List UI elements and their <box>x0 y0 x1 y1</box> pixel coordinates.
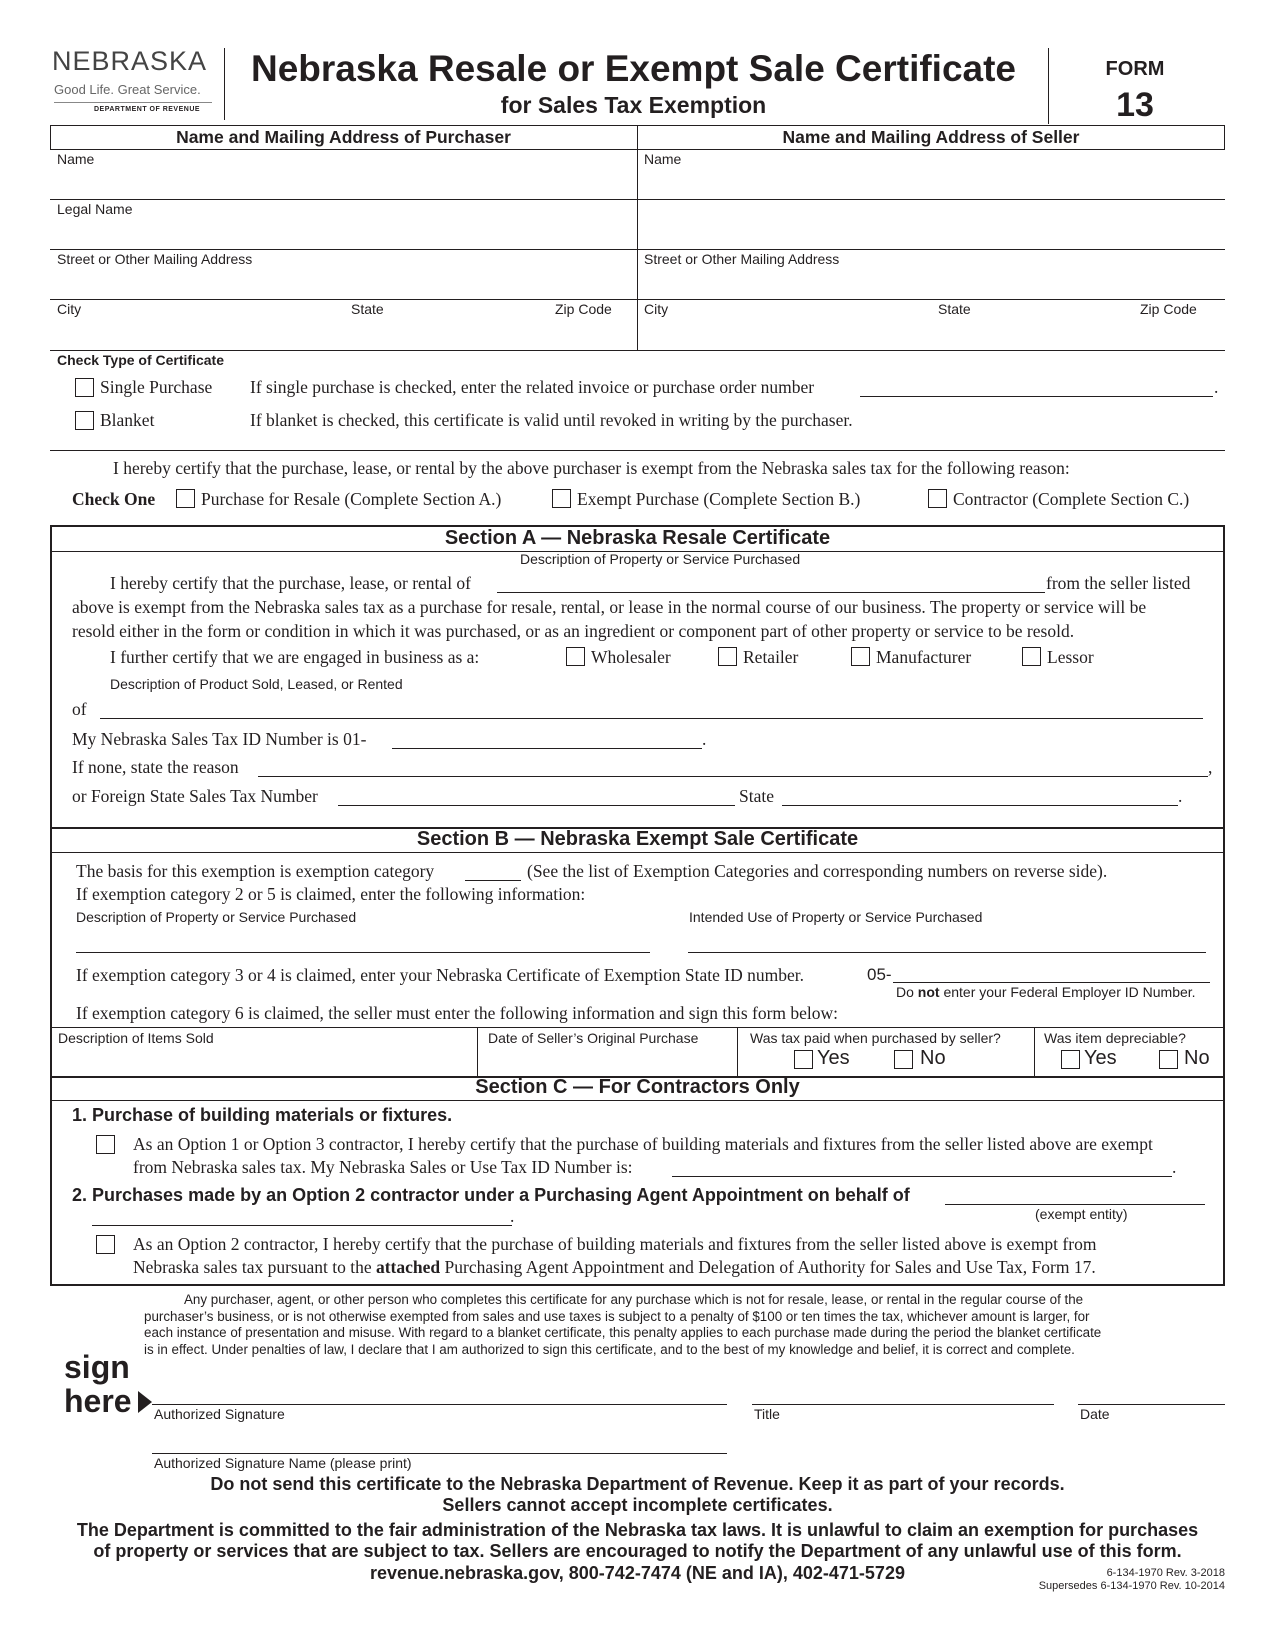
option-1-3-text-line1: As an Option 1 or Option 3 contractor, I hereby certify that the purchase of building materials and fixtures from the seller listed above are exempt <box>133 1134 1153 1154</box>
seller-name-label: Name <box>644 151 682 167</box>
items-sold-label: Description of Items Sold <box>58 1030 214 1046</box>
property-purchased-field[interactable] <box>497 592 1045 593</box>
certificate-type-divider <box>50 450 1225 451</box>
certificate-type-heading: Check Type of Certificate <box>57 352 225 368</box>
blanket-text: If blanket is checked, this certificate is valid until revoked in writing by the purchaser. <box>250 410 853 430</box>
section-b-description-label: Description of Property or Service Purchased <box>76 909 357 925</box>
fein-warning <box>896 984 1196 1000</box>
depreciable-no-label: No <box>1184 1047 1210 1069</box>
purchaser-name-label: Name <box>57 151 95 167</box>
check-one-label: Check One <box>72 489 156 509</box>
exemption-category-note: (See the list of Exemption Categories and corresponding numbers on reverse side). <box>527 861 1108 881</box>
penalty-line-3: each instance of presentation and misuse. With regard to a blanket certificate, this penalty applies to each purchase made during the period the blanket certificate <box>144 1325 1102 1340</box>
form-title: Nebraska Resale or Exempt Sale Certificate <box>250 48 1017 89</box>
penalty-line-2: purchaser’s business, or is not otherwise exempted from sales and use taxes is subject to a penalty of $100 or ten times the tax, whichever amount is larger, for <box>144 1308 1090 1324</box>
logo-divider <box>54 102 212 103</box>
items-sold-field[interactable] <box>52 1047 475 1074</box>
signer-title-field[interactable] <box>752 1404 1054 1405</box>
single-purchase-text: If single purchase is checked, enter the related invoice or purchase order number <box>250 377 815 397</box>
option-2-text-line1: As an Option 2 contractor, I hereby certify that the purchase of building materials and fixtures from the seller listed above is exempt from <box>133 1234 1097 1254</box>
retailer-checkbox[interactable] <box>718 647 737 666</box>
seller-state-label: State <box>938 301 971 317</box>
address-row-1-line <box>50 199 1225 200</box>
tax-paid-label: Was tax paid when purchased by seller? <box>750 1030 1001 1046</box>
section-a-certify-line1: I hereby certify that the purchase, lease, or rental of <box>110 573 472 593</box>
logo-state-name: NEBRASKA <box>52 46 208 76</box>
foreign-tax-number-text: or Foreign State Sales Tax Number <box>72 786 318 806</box>
if-none-comma: , <box>1208 757 1213 777</box>
option-2-text-line2 <box>133 1257 1096 1278</box>
signature-date-label: Date <box>1080 1406 1110 1422</box>
manufacturer-checkbox[interactable] <box>851 647 870 666</box>
contractor-label: Contractor (Complete Section C.) <box>953 489 1190 509</box>
depreciable-no-checkbox[interactable] <box>1159 1050 1178 1069</box>
table-divider-3 <box>1034 1027 1035 1076</box>
foreign-tax-number-field[interactable] <box>338 805 735 806</box>
sales-tax-id-period: . <box>702 729 707 749</box>
seller-header: Name and Mailing Address of Seller <box>782 127 1080 147</box>
manufacturer-label: Manufacturer <box>876 647 972 667</box>
option-1-3-text-line2: from Nebraska sales tax. My Nebraska Sales or Use Tax ID Number is: <box>133 1157 633 1177</box>
single-purchase-checkbox[interactable] <box>75 378 94 397</box>
purchaser-street-label: Street or Other Mailing Address <box>57 251 253 267</box>
purchaser-header: Name and Mailing Address of Purchaser <box>176 127 511 147</box>
header-divider-left <box>224 48 225 120</box>
purchase-for-resale-checkbox[interactable] <box>176 489 195 508</box>
seller-city-label: City <box>644 301 669 317</box>
lessor-checkbox[interactable] <box>1022 647 1041 666</box>
purchaser-city-state-zip-field[interactable] <box>52 316 635 349</box>
purchaser-city-label: City <box>57 301 82 317</box>
address-row-3-line <box>50 299 1225 300</box>
purchase-for-resale-label: Purchase for Resale (Complete Section A.) <box>201 489 502 509</box>
signature-date-field[interactable] <box>1078 1404 1225 1405</box>
foreign-state-field[interactable] <box>782 805 1178 806</box>
purchaser-name-field[interactable] <box>52 166 635 199</box>
tax-paid-yes-label: Yes <box>817 1047 850 1069</box>
table-divider-2 <box>737 1027 738 1076</box>
intended-use-field[interactable] <box>688 952 1206 953</box>
incomplete-certificates-notice: Sellers cannot accept incomplete certificates. <box>442 1495 833 1515</box>
signer-title-label: Title <box>754 1406 780 1422</box>
product-sold-label: Description of Product Sold, Leased, or Rented <box>110 676 403 692</box>
penalty-line-1: Any purchaser, agent, or other person who completes this certificate for any purchase which is not for resale, lease, or rental in the regular course of the <box>184 1292 1084 1307</box>
address-column-divider <box>637 125 638 350</box>
seller-name-field-2[interactable] <box>640 203 1223 249</box>
sign-here-arrow-icon <box>138 1391 152 1413</box>
fein-warning-pre: Do <box>896 984 918 1000</box>
section-b-title-line <box>50 852 1225 853</box>
do-not-send-notice: Do not send this certificate to the Nebraska Department of Revenue. Keep it as part of your records. <box>210 1474 1065 1494</box>
form-number: 13 <box>1116 86 1154 124</box>
exemption-category-text: The basis for this exemption is exemption category <box>76 861 435 881</box>
depreciable-label: Was item depreciable? <box>1044 1030 1186 1046</box>
section-b-description-field[interactable] <box>76 952 650 953</box>
contractor-tax-id-period: . <box>1172 1157 1177 1177</box>
section-c-title: Section C — For Contractors Only <box>475 1076 800 1098</box>
authorized-signature-label: Authorized Signature <box>154 1406 285 1422</box>
header-divider-right <box>1048 48 1049 124</box>
depreciable-yes-checkbox[interactable] <box>1061 1050 1080 1069</box>
category-6-table-top <box>50 1027 1225 1028</box>
section-a-certify-line1-end: from the seller listed <box>1046 573 1191 593</box>
exempt-entity-field-2[interactable] <box>92 1225 512 1226</box>
penalty-statement <box>120 1292 1200 1358</box>
logo-tagline: Good Life. Great Service. <box>54 82 201 97</box>
depreciable-yes-label: Yes <box>1084 1047 1117 1069</box>
purchaser-state-label: State <box>351 301 384 317</box>
sign-here-sign: sign <box>64 1349 130 1385</box>
option-1-3-checkbox[interactable] <box>96 1135 115 1154</box>
section-a-description-label: Description of Property or Service Purchased <box>520 551 801 567</box>
contact-info: revenue.nebraska.gov, 800-742-7474 (NE and IA), 402-471-5729 <box>370 1563 905 1583</box>
contractor-checkbox[interactable] <box>928 489 947 508</box>
authorized-signature-field[interactable] <box>152 1404 727 1405</box>
purchaser-legal-name-label: Legal Name <box>57 201 133 217</box>
category-3-4-text: If exemption category 3 or 4 is claimed, enter your Nebraska Certificate of Exemption State ID number. <box>76 965 804 985</box>
category-2-5-text: If exemption category 2 or 5 is claimed, enter the following information: <box>76 884 586 904</box>
of-label: of <box>72 699 87 719</box>
wholesaler-checkbox[interactable] <box>566 647 585 666</box>
table-divider-1 <box>477 1027 478 1076</box>
revision-number: 6-134-1970 Rev. 3-2018 <box>1106 1567 1225 1579</box>
fein-warning-not: not <box>917 984 940 1000</box>
purchaser-street-field[interactable] <box>52 266 635 299</box>
exempt-purchase-checkbox[interactable] <box>552 489 571 508</box>
authorized-name-field[interactable] <box>152 1453 727 1454</box>
section-c-item-1: 1. Purchase of building materials or fixtures. <box>72 1105 453 1125</box>
single-purchase-label: Single Purchase <box>100 377 213 397</box>
product-sold-field[interactable] <box>100 718 1203 719</box>
original-purchase-date-label: Date of Seller’s Original Purchase <box>488 1030 699 1046</box>
foreign-state-period: . <box>1178 786 1183 806</box>
exemption-state-id-field[interactable] <box>893 982 1210 983</box>
foreign-state-label: State <box>739 786 774 806</box>
category-6-text: If exemption category 6 is claimed, the seller must enter the following information and sign this form below: <box>76 1003 839 1023</box>
blanket-label: Blanket <box>100 410 155 430</box>
exemption-category-field[interactable] <box>465 880 521 881</box>
exempt-entity-period: . <box>510 1206 515 1226</box>
seller-street-field[interactable] <box>640 266 1223 299</box>
sales-tax-id-field[interactable] <box>392 748 702 749</box>
retailer-label: Retailer <box>743 647 799 667</box>
exempt-purchase-label: Exempt Purchase (Complete Section B.) <box>577 489 861 509</box>
address-bottom-line <box>50 350 1225 351</box>
original-purchase-date-field[interactable] <box>480 1047 734 1074</box>
supersedes-revision: Supersedes 6-134-1970 Rev. 10-2014 <box>1038 1580 1225 1592</box>
exempt-entity-label: (exempt entity) <box>1035 1206 1128 1222</box>
logo <box>50 44 220 120</box>
lessor-label: Lessor <box>1047 647 1094 667</box>
tax-paid-no-checkbox[interactable] <box>894 1050 913 1069</box>
exempt-entity-field[interactable] <box>945 1204 1205 1205</box>
exemption-id-prefix: 05- <box>867 965 892 984</box>
section-a-certify-line3: resold either in the form or condition in which it was purchased, or as an ingredient or component part of other property or service to be resold. <box>72 621 1075 641</box>
fein-warning-post: enter your Federal Employer ID Number. <box>939 984 1196 1000</box>
penalty-line-4: is in effect. Under penalties of law, I declare that I am authorized to sign this certificate, and to the best of my knowledge and belief, it is correct and complete. <box>144 1341 1075 1357</box>
logo-department: DEPARTMENT OF REVENUE <box>94 106 201 113</box>
form-subtitle: for Sales Tax Exemption <box>500 92 767 118</box>
blanket-checkbox[interactable] <box>75 411 94 430</box>
purchaser-legal-name-field[interactable] <box>52 216 635 249</box>
department-notice-line-1: The Department is committed to the fair administration of the Nebraska tax laws. It is unlawful to claim an exemption for purchases <box>76 1520 1199 1540</box>
section-b-title: Section B — Nebraska Exempt Sale Certificate <box>416 828 859 850</box>
form-label: FORM <box>1105 58 1165 80</box>
sign-here-here: here <box>64 1383 132 1419</box>
seller-city-state-zip-field[interactable] <box>640 316 1223 349</box>
purchaser-zip-label: Zip Code <box>555 301 612 317</box>
engaged-in-business-text: I further certify that we are engaged in business as a: <box>110 647 480 667</box>
authorized-name-label: Authorized Signature Name (please print) <box>154 1455 412 1471</box>
tax-paid-yes-checkbox[interactable] <box>794 1050 813 1069</box>
section-a-title: Section A — Nebraska Resale Certificate <box>444 527 831 549</box>
invoice-period: . <box>1214 377 1219 397</box>
if-none-text: If none, state the reason <box>72 757 239 777</box>
option-2-text-pre: Nebraska sales tax pursuant to the <box>133 1257 376 1277</box>
section-a-certify-line2: above is exempt from the Nebraska sales tax as a purchase for resale, rental, or lease in the normal course of our business. The property or service will be <box>72 597 1147 617</box>
section-c-item-2: 2. Purchases made by an Option 2 contractor under a Purchasing Agent Appointment on behalf of <box>72 1185 910 1205</box>
contractor-tax-id-field[interactable] <box>672 1176 1172 1177</box>
option-2-text-bold: attached <box>375 1257 441 1277</box>
sales-tax-id-text: My Nebraska Sales Tax ID Number is 01- <box>72 729 367 749</box>
address-row-2-line <box>50 249 1225 250</box>
wholesaler-label: Wholesaler <box>591 647 671 667</box>
invoice-number-field[interactable] <box>860 396 1213 397</box>
option-2-checkbox[interactable] <box>96 1235 115 1254</box>
intended-use-label: Intended Use of Property or Service Purchased <box>689 909 983 925</box>
section-c-title-line <box>50 1100 1225 1101</box>
seller-name-field[interactable] <box>640 166 1223 199</box>
department-notice-line-2: of property or services that are subject to tax. Sellers are encouraged to notify the Department of any unlawful use of this form. <box>93 1541 1182 1561</box>
certify-reason-text: I hereby certify that the purchase, lease, or rental by the above purchaser is exempt from the Nebraska sales tax for the following reason: <box>113 458 1070 478</box>
seller-zip-label: Zip Code <box>1140 301 1197 317</box>
if-none-reason-field[interactable] <box>258 776 1208 777</box>
tax-paid-no-label: No <box>920 1047 946 1069</box>
option-2-text-post: Purchasing Agent Appointment and Delegation of Authority for Sales and Use Tax, Form 17. <box>440 1257 1096 1277</box>
seller-street-label: Street or Other Mailing Address <box>644 251 840 267</box>
